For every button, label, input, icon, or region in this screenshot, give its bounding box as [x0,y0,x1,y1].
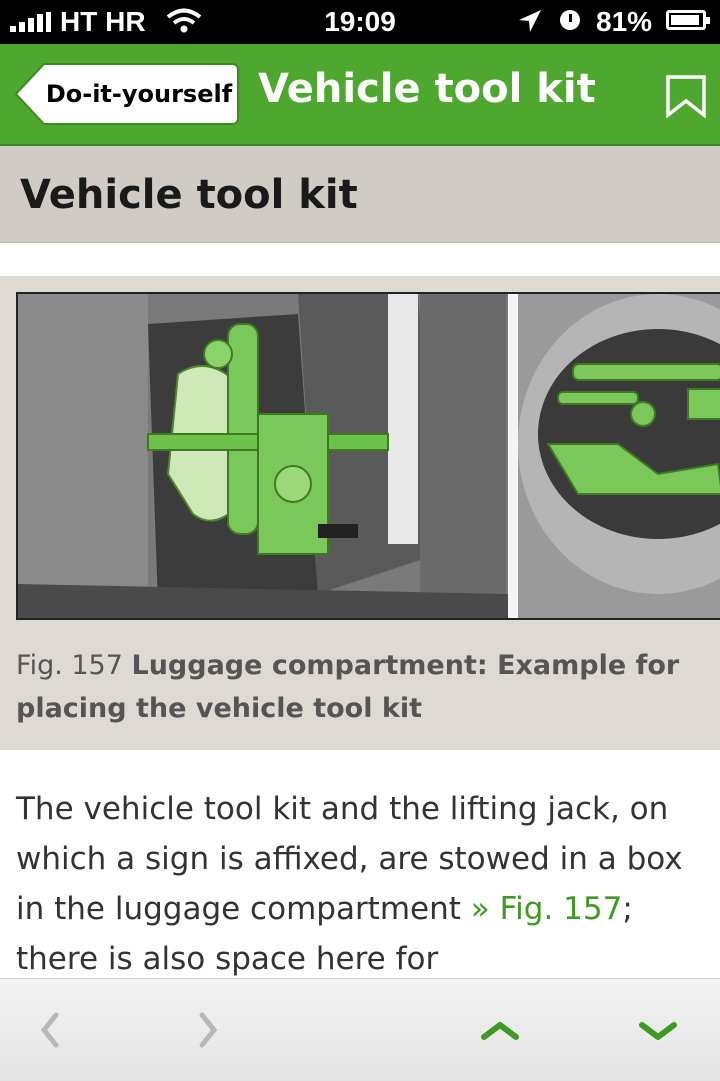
body-text-end: ; there is also space here for [16,891,633,977]
figure-number: Fig. 157 [16,650,123,681]
chevron-down-icon [608,979,708,1081]
page-title: Vehicle tool kit [258,66,596,112]
bottom-toolbar [0,978,720,1081]
battery-icon [666,10,706,30]
status-bar [0,0,720,44]
status-time: 19:09 [324,6,396,37]
navigation-bar [0,44,720,146]
section-title: Vehicle tool kit [20,172,358,218]
location-arrow-icon [517,8,543,41]
previous-page-button[interactable] [0,979,100,1081]
back-button[interactable] [14,62,240,126]
figure-caption-text: Luggage compartment: Example for placing the vehicle tool kit [16,650,680,724]
body-paragraph [16,784,706,984]
figure-reference-link[interactable]: » Fig. 157 [470,891,623,927]
body-text-start: The vehicle tool kit and the lifting jack, on which a sign is affixed, are stowed in a box in the luggage compartment [16,791,683,927]
next-page-button[interactable] [158,979,258,1081]
scroll-down-button[interactable] [608,979,708,1081]
figure-caption [16,644,696,730]
scroll-up-button[interactable] [450,979,550,1081]
battery-percentage: 81% [596,6,653,37]
figure-illustration[interactable] [16,292,720,620]
figure-block [0,276,720,750]
alarm-clock-icon [560,10,580,30]
chevron-up-icon [450,979,550,1081]
back-button-label: Do-it-yourself [45,80,233,108]
chevron-right-icon [158,979,258,1081]
carrier-name: HT HR [60,6,146,37]
chevron-left-icon [0,979,100,1081]
section-header [0,146,720,243]
bookmark-icon[interactable] [664,74,708,122]
